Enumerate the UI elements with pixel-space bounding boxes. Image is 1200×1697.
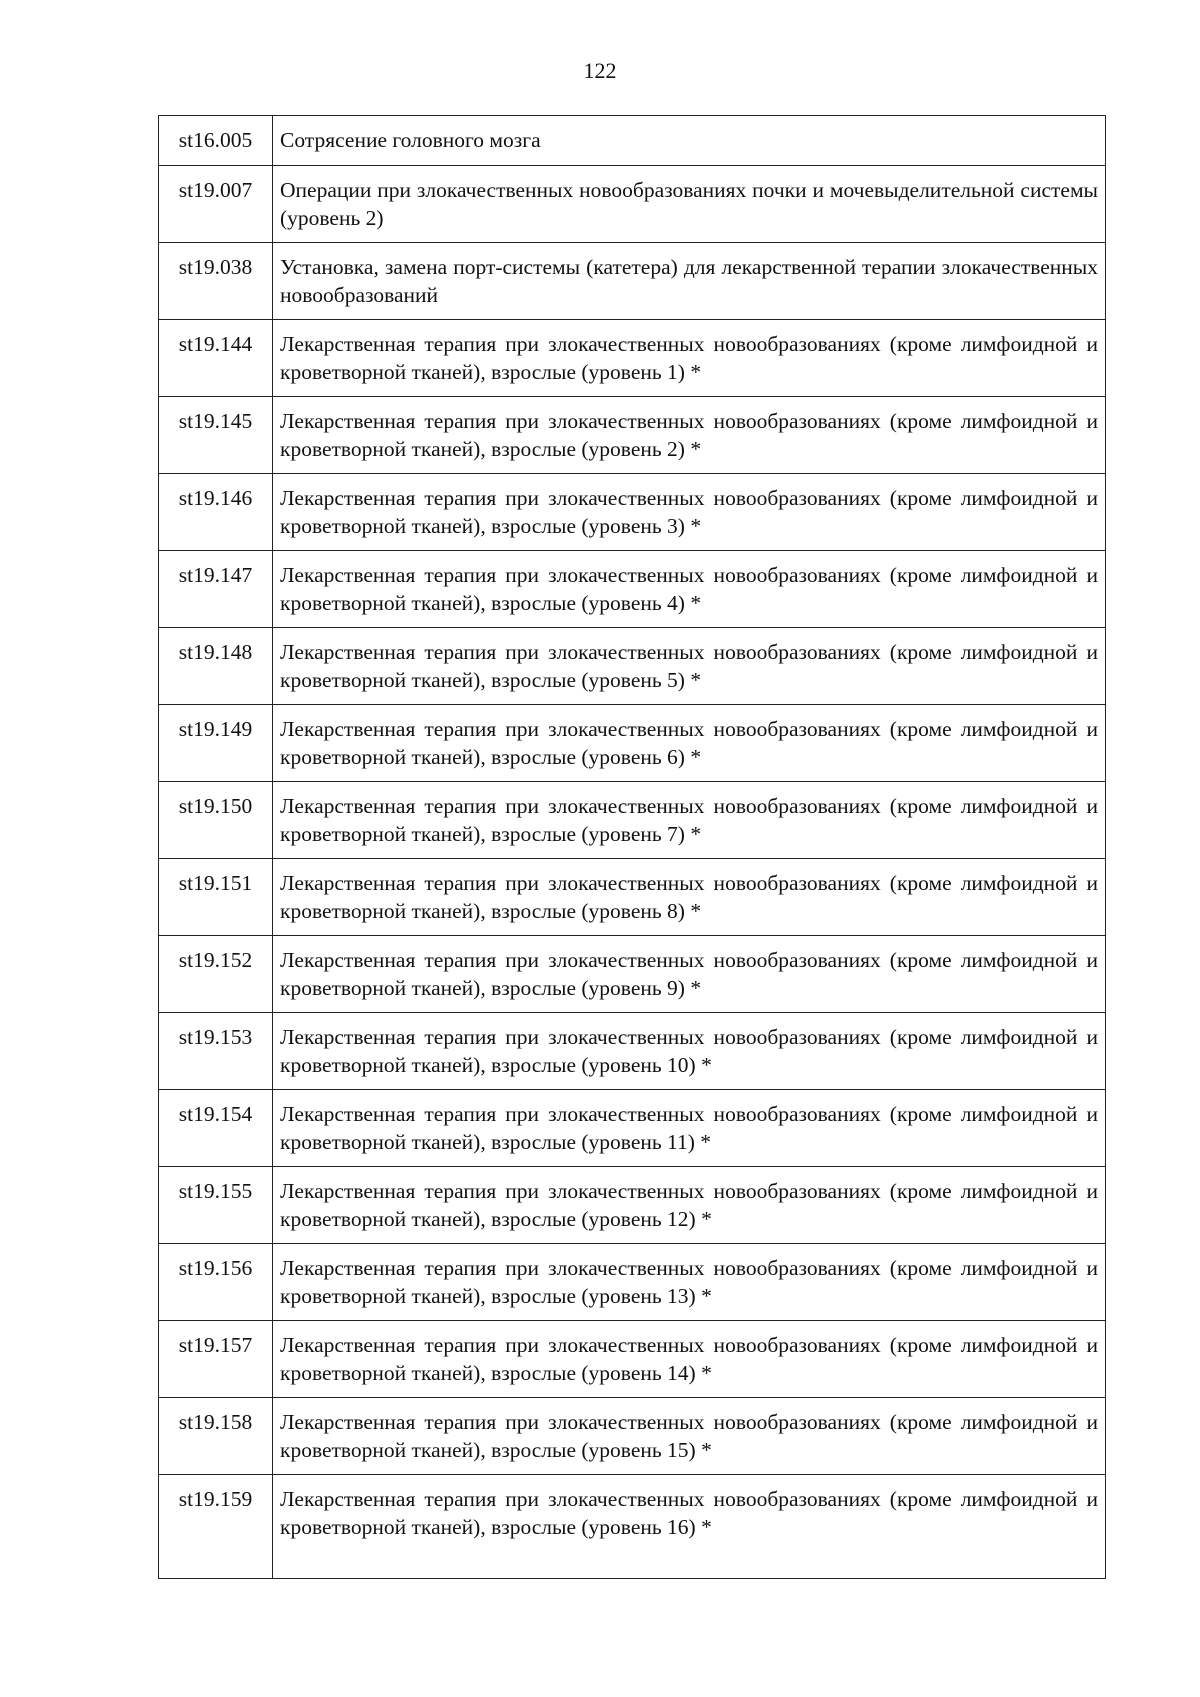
row-description: Лекарственная терапия при злокачественных новообразованиях (кроме лимфоидной и кроветворной тканей), взрослые (уровень 4) * [273,551,1106,628]
row-description: Лекарственная терапия при злокачественных новообразованиях (кроме лимфоидной и кроветворной тканей), взрослые (уровень 1) * [273,320,1106,397]
row-description: Лекарственная терапия при злокачественных новообразованиях (кроме лимфоидной и кроветворной тканей), взрослые (уровень 9) * [273,936,1106,1013]
row-description: Лекарственная терапия при злокачественных новообразованиях (кроме лимфоидной и кроветворной тканей), взрослые (уровень 12) * [273,1167,1106,1244]
row-description: Лекарственная терапия при злокачественных новообразованиях (кроме лимфоидной и кроветворной тканей), взрослые (уровень 13) * [273,1244,1106,1321]
table-row [159,1167,1106,1244]
table-row [159,705,1106,782]
row-code: st19.159 [159,1475,273,1579]
table-row [159,1398,1106,1475]
row-description: Лекарственная терапия при злокачественных новообразованиях (кроме лимфоидной и кроветворной тканей), взрослые (уровень 10) * [273,1013,1106,1090]
row-code: st19.145 [159,397,273,474]
row-code: st16.005 [159,116,273,166]
table-row [159,859,1106,936]
row-description: Сотрясение головного мозга [273,116,1106,166]
ksg-codes-table [158,115,1106,1579]
row-description: Лекарственная терапия при злокачественных новообразованиях (кроме лимфоидной и кроветворной тканей), взрослые (уровень 5) * [273,628,1106,705]
page-number: 122 [583,58,617,83]
row-description: Лекарственная терапия при злокачественных новообразованиях (кроме лимфоидной и кроветворной тканей), взрослые (уровень 8) * [273,859,1106,936]
row-description: Лекарственная терапия при злокачественных новообразованиях (кроме лимфоидной и кроветворной тканей), взрослые (уровень 2) * [273,397,1106,474]
row-description: Лекарственная терапия при злокачественных новообразованиях (кроме лимфоидной и кроветворной тканей), взрослые (уровень 7) * [273,782,1106,859]
table-row [159,320,1106,397]
row-code: st19.146 [159,474,273,551]
table-row [159,1090,1106,1167]
row-code: st19.155 [159,1167,273,1244]
row-code: st19.007 [159,166,273,243]
row-description: Лекарственная терапия при злокачественных новообразованиях (кроме лимфоидной и кроветворной тканей), взрослые (уровень 11) * [273,1090,1106,1167]
table-row [159,551,1106,628]
table-row [159,782,1106,859]
row-code: st19.156 [159,1244,273,1321]
row-code: st19.154 [159,1090,273,1167]
table-row [159,1013,1106,1090]
table-row [159,936,1106,1013]
row-code: st19.158 [159,1398,273,1475]
row-code: st19.153 [159,1013,273,1090]
row-code: st19.147 [159,551,273,628]
table-row [159,397,1106,474]
table-row [159,628,1106,705]
row-code: st19.148 [159,628,273,705]
row-description: Лекарственная терапия при злокачественных новообразованиях (кроме лимфоидной и кроветворной тканей), взрослые (уровень 6) * [273,705,1106,782]
table-row [159,1321,1106,1398]
table-row [159,1475,1106,1579]
row-description: Лекарственная терапия при злокачественных новообразованиях (кроме лимфоидной и кроветворной тканей), взрослые (уровень 15) * [273,1398,1106,1475]
table-row [159,474,1106,551]
row-code: st19.151 [159,859,273,936]
row-code: st19.144 [159,320,273,397]
row-description: Лекарственная терапия при злокачественных новообразованиях (кроме лимфоидной и кроветворной тканей), взрослые (уровень 14) * [273,1321,1106,1398]
row-code: st19.152 [159,936,273,1013]
table-row [159,1244,1106,1321]
table-row [159,116,1106,166]
table-row [159,243,1106,320]
row-code: st19.157 [159,1321,273,1398]
row-code: st19.149 [159,705,273,782]
row-code: st19.038 [159,243,273,320]
table-row [159,166,1106,243]
row-description: Операции при злокачественных новообразованиях почки и мочевыделительной системы (уровень 2) [273,166,1106,243]
row-description: Установка, замена порт-системы (катетера) для лекарственной терапии злокачественных новообразований [273,243,1106,320]
row-code: st19.150 [159,782,273,859]
row-description: Лекарственная терапия при злокачественных новообразованиях (кроме лимфоидной и кроветворной тканей), взрослые (уровень 16) * [273,1475,1106,1579]
row-description: Лекарственная терапия при злокачественных новообразованиях (кроме лимфоидной и кроветворной тканей), взрослые (уровень 3) * [273,474,1106,551]
